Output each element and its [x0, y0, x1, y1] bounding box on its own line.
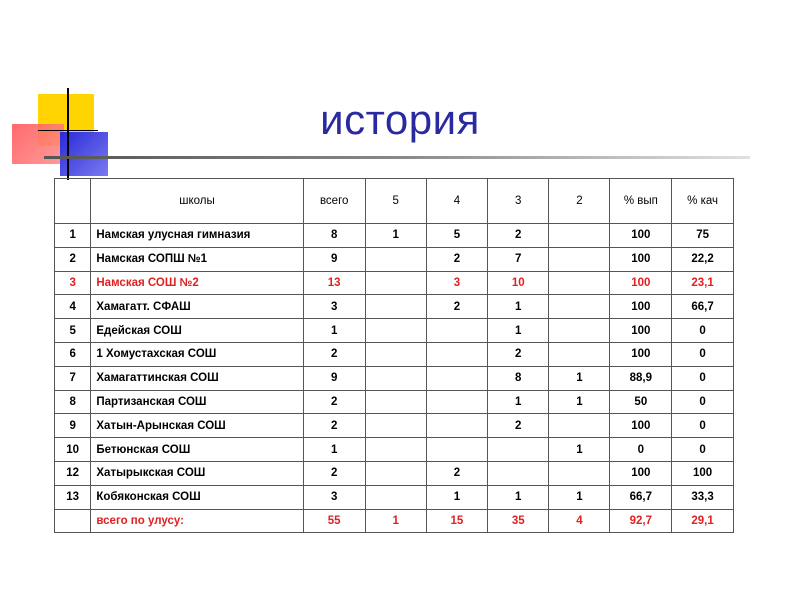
cell-grade-2: [549, 342, 610, 366]
cell-pass-rate: 100: [610, 295, 672, 319]
cell-pass-rate: 100: [610, 271, 672, 295]
table-row: [55, 414, 734, 438]
cell-grade-5: [365, 319, 426, 343]
table-row: [55, 342, 734, 366]
cell-school: Хамагатт. СФАШ: [91, 295, 303, 319]
table-header-row: [55, 179, 734, 224]
cell-grade-3: 1: [488, 295, 549, 319]
table-row: [55, 438, 734, 462]
cell-number: 12: [55, 461, 91, 485]
cell-total: 2: [303, 414, 365, 438]
cell-grade-5: [365, 438, 426, 462]
cell-number: 1: [55, 224, 91, 248]
cell-number: 5: [55, 319, 91, 343]
cell-grade-3: 35: [488, 509, 549, 533]
cell-grade-5: [365, 461, 426, 485]
cell-grade-2: 1: [549, 485, 610, 509]
cell-total: 2: [303, 390, 365, 414]
cell-pass-rate: 0: [610, 438, 672, 462]
cell-total: 1: [303, 319, 365, 343]
cell-quality-rate: 75: [672, 224, 734, 248]
cell-school: Партизанская СОШ: [91, 390, 303, 414]
table-row: [55, 319, 734, 343]
table-row: [55, 295, 734, 319]
cell-grade-3: 1: [488, 485, 549, 509]
cell-school: Намская СОШ №2: [91, 271, 303, 295]
cell-grade-4: 2: [426, 461, 487, 485]
cell-school: Хамагаттинская СОШ: [91, 366, 303, 390]
page-title: история: [320, 96, 480, 143]
cell-school: Бетюнская СОШ: [91, 438, 303, 462]
cell-number: 8: [55, 390, 91, 414]
cell-pass-rate: 100: [610, 414, 672, 438]
cell-school: Хатын-Арынская СОШ: [91, 414, 303, 438]
cell-grade-5: [365, 342, 426, 366]
cell-school: Намская улусная гимназия: [91, 224, 303, 248]
cell-pass-rate: 88,9: [610, 366, 672, 390]
cell-grade-4: [426, 438, 487, 462]
header-number: [55, 179, 91, 224]
cell-total: 1: [303, 438, 365, 462]
cell-grade-3: 10: [488, 271, 549, 295]
cell-quality-rate: 0: [672, 366, 734, 390]
cell-school: Едейская СОШ: [91, 319, 303, 343]
cell-number: 3: [55, 271, 91, 295]
cell-quality-rate: 23,1: [672, 271, 734, 295]
cell-grade-3: 1: [488, 390, 549, 414]
header-pass-rate: % вып: [610, 179, 672, 224]
table-row: [55, 461, 734, 485]
cell-pass-rate: 50: [610, 390, 672, 414]
cell-school: всего по улусу:: [91, 509, 303, 533]
cell-pass-rate: 100: [610, 247, 672, 271]
cell-quality-rate: 0: [672, 319, 734, 343]
cell-grade-3: [488, 438, 549, 462]
cell-grade-5: [365, 247, 426, 271]
table-row: [55, 509, 734, 533]
cell-grade-3: 1: [488, 319, 549, 343]
cell-quality-rate: 100: [672, 461, 734, 485]
cell-grade-3: 2: [488, 224, 549, 248]
table-row: [55, 366, 734, 390]
cell-school: 1 Хомустахская СОШ: [91, 342, 303, 366]
cell-total: 2: [303, 461, 365, 485]
header-grade-4: 4: [426, 179, 487, 224]
cell-total: 9: [303, 366, 365, 390]
cell-grade-3: 7: [488, 247, 549, 271]
header-grade-5: 5: [365, 179, 426, 224]
cell-total: 8: [303, 224, 365, 248]
cell-grade-5: [365, 390, 426, 414]
cell-number: 10: [55, 438, 91, 462]
cell-grade-3: 2: [488, 414, 549, 438]
cell-grade-4: 15: [426, 509, 487, 533]
cell-total: 3: [303, 295, 365, 319]
table-row: [55, 247, 734, 271]
cell-pass-rate: 100: [610, 342, 672, 366]
cell-grade-3: 2: [488, 342, 549, 366]
cell-number: 4: [55, 295, 91, 319]
table-row: [55, 271, 734, 295]
cell-school: Намская СОПШ №1: [91, 247, 303, 271]
cell-grade-4: [426, 414, 487, 438]
cell-pass-rate: 100: [610, 461, 672, 485]
cell-grade-2: 1: [549, 438, 610, 462]
cell-grade-5: [365, 414, 426, 438]
table-row: [55, 390, 734, 414]
table-body: [55, 224, 734, 533]
header-school: школы: [91, 179, 303, 224]
cell-grade-4: 1: [426, 485, 487, 509]
cell-grade-2: 1: [549, 390, 610, 414]
header-grade-3: 3: [488, 179, 549, 224]
table-row: [55, 485, 734, 509]
cell-grade-3: 8: [488, 366, 549, 390]
cell-grade-4: [426, 319, 487, 343]
cell-number: 13: [55, 485, 91, 509]
cell-school: Хатырыкская СОШ: [91, 461, 303, 485]
cell-grade-4: 2: [426, 295, 487, 319]
cell-grade-4: [426, 390, 487, 414]
header-quality-rate: % кач: [672, 179, 734, 224]
cell-quality-rate: 0: [672, 414, 734, 438]
cell-grade-5: 1: [365, 224, 426, 248]
cell-quality-rate: 22,2: [672, 247, 734, 271]
cell-grade-5: 1: [365, 509, 426, 533]
cell-total: 3: [303, 485, 365, 509]
cell-grade-5: [365, 485, 426, 509]
cell-total: 9: [303, 247, 365, 271]
cell-grade-4: 3: [426, 271, 487, 295]
results-table: [54, 178, 734, 533]
cell-grade-5: [365, 271, 426, 295]
cell-total: 13: [303, 271, 365, 295]
cell-pass-rate: 100: [610, 319, 672, 343]
cell-school: Кобяконская СОШ: [91, 485, 303, 509]
table-row: [55, 224, 734, 248]
cell-grade-4: [426, 342, 487, 366]
cell-grade-2: [549, 224, 610, 248]
decor-title-underline: [44, 156, 750, 159]
cell-pass-rate: 100: [610, 224, 672, 248]
cell-grade-4: 5: [426, 224, 487, 248]
cell-number: [55, 509, 91, 533]
cell-quality-rate: 0: [672, 438, 734, 462]
cell-quality-rate: 0: [672, 342, 734, 366]
cell-pass-rate: 66,7: [610, 485, 672, 509]
cell-pass-rate: 92,7: [610, 509, 672, 533]
cell-grade-2: [549, 319, 610, 343]
cell-number: 2: [55, 247, 91, 271]
cell-number: 9: [55, 414, 91, 438]
cell-grade-5: [365, 366, 426, 390]
cell-quality-rate: 66,7: [672, 295, 734, 319]
cell-grade-2: [549, 461, 610, 485]
header-total: всего: [303, 179, 365, 224]
cell-number: 7: [55, 366, 91, 390]
cell-grade-2: 1: [549, 366, 610, 390]
cell-grade-2: [549, 295, 610, 319]
cell-number: 6: [55, 342, 91, 366]
cell-grade-2: [549, 414, 610, 438]
cell-grade-5: [365, 295, 426, 319]
cell-quality-rate: 29,1: [672, 509, 734, 533]
cell-grade-2: [549, 247, 610, 271]
cell-total: 2: [303, 342, 365, 366]
header-grade-2: 2: [549, 179, 610, 224]
cell-grade-2: [549, 271, 610, 295]
cell-grade-2: 4: [549, 509, 610, 533]
cell-grade-4: [426, 366, 487, 390]
cell-grade-3: [488, 461, 549, 485]
cell-total: 55: [303, 509, 365, 533]
cell-quality-rate: 0: [672, 390, 734, 414]
cell-grade-4: 2: [426, 247, 487, 271]
cell-quality-rate: 33,3: [672, 485, 734, 509]
